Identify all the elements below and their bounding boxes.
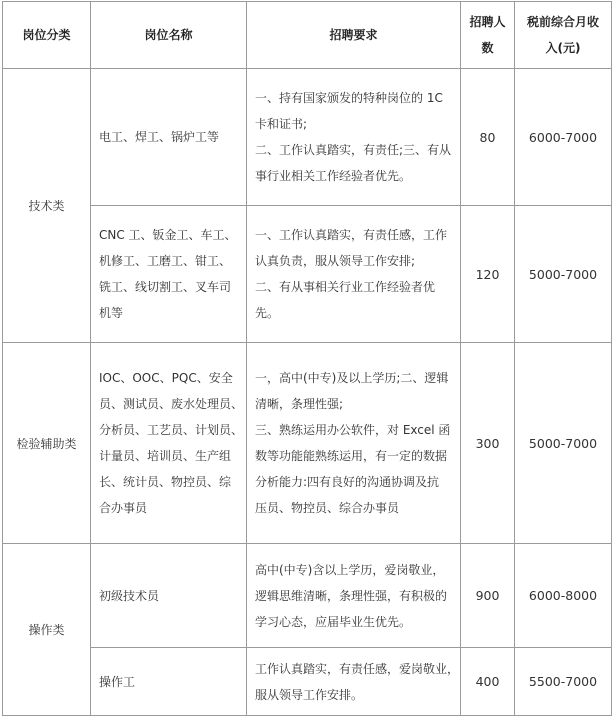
position-name-cell: CNC 工、钣金工、车工、 机修工、工磨工、钳工、 铣工、线切割工、叉车司 机等: [91, 206, 247, 343]
category-cell: 操作类: [3, 544, 91, 716]
header-salary-line2: 入(元): [545, 41, 581, 55]
count-cell: 400: [461, 648, 515, 716]
header-category: 岗位分类: [3, 2, 91, 69]
header-count-line1: 招聘人: [469, 15, 506, 29]
salary-cell: 5000-7000: [515, 343, 612, 544]
header-name: 岗位名称: [91, 2, 247, 69]
table-row: [3, 69, 612, 206]
count-cell: 120: [461, 206, 515, 343]
position-name-cell: 初级技术员: [91, 544, 247, 648]
salary-cell: 5500-7000: [515, 648, 612, 716]
position-name-cell: IOC、OOC、PQC、安全 员、测试员、废水处理员、 分析员、工艺员、计划员、 计量员、培训员、生产组 长、统计员、物控员、综 合办事员: [91, 343, 247, 544]
category-cell: 技术类: [3, 69, 91, 343]
table-row: [3, 648, 612, 716]
position-name-cell: 电工、焊工、锅炉工等: [91, 69, 247, 206]
header-requirement: 招聘要求: [247, 2, 461, 69]
header-salary-line1: 税前综合月收: [526, 15, 599, 29]
recruitment-table: [2, 1, 612, 716]
count-cell: 900: [461, 544, 515, 648]
header-row: [3, 2, 612, 69]
requirement-cell: 高中(中专)含以上学历，爱岗敬业， 逻辑思维清晰，条理性强，有积极的 学习心态，应届毕业生优先。: [247, 544, 461, 648]
header-salary: [515, 2, 612, 69]
count-cell: 80: [461, 69, 515, 206]
table-row: [3, 544, 612, 648]
table-row: [3, 343, 612, 544]
requirement-cell: 一，高中(中专)及以上学历;二、逻辑 清晰，条理性强; 三、熟练运用办公软件，对 Excel 函 数等功能能熟练运用，有一定的数据 分析能力:四有良好的沟通协调及抗 压员、物控员、综合办事员: [247, 343, 461, 544]
salary-cell: 6000-8000: [515, 544, 612, 648]
salary-cell: 6000-7000: [515, 69, 612, 206]
requirement-cell: 一、工作认真踏实，有责任感，工作 认真负责，服从领导工作安排; 二、有从事相关行业工作经验者优 先。: [247, 206, 461, 343]
category-cell: 检验辅助类: [3, 343, 91, 544]
header-count: [461, 2, 515, 69]
position-name-cell: 操作工: [91, 648, 247, 716]
requirement-cell: 工作认真踏实，有责任感，爱岗敬业， 服从领导工作安排。: [247, 648, 461, 716]
count-cell: 300: [461, 343, 515, 544]
salary-cell: 5000-7000: [515, 206, 612, 343]
table-row: [3, 206, 612, 343]
requirement-cell: 一、持有国家颁发的特种岗位的 1C 卡和证书; 二、工作认真踏实，有责任;三、有从 事行业相关工作经验者优先。: [247, 69, 461, 206]
header-count-line2: 数: [481, 41, 494, 55]
